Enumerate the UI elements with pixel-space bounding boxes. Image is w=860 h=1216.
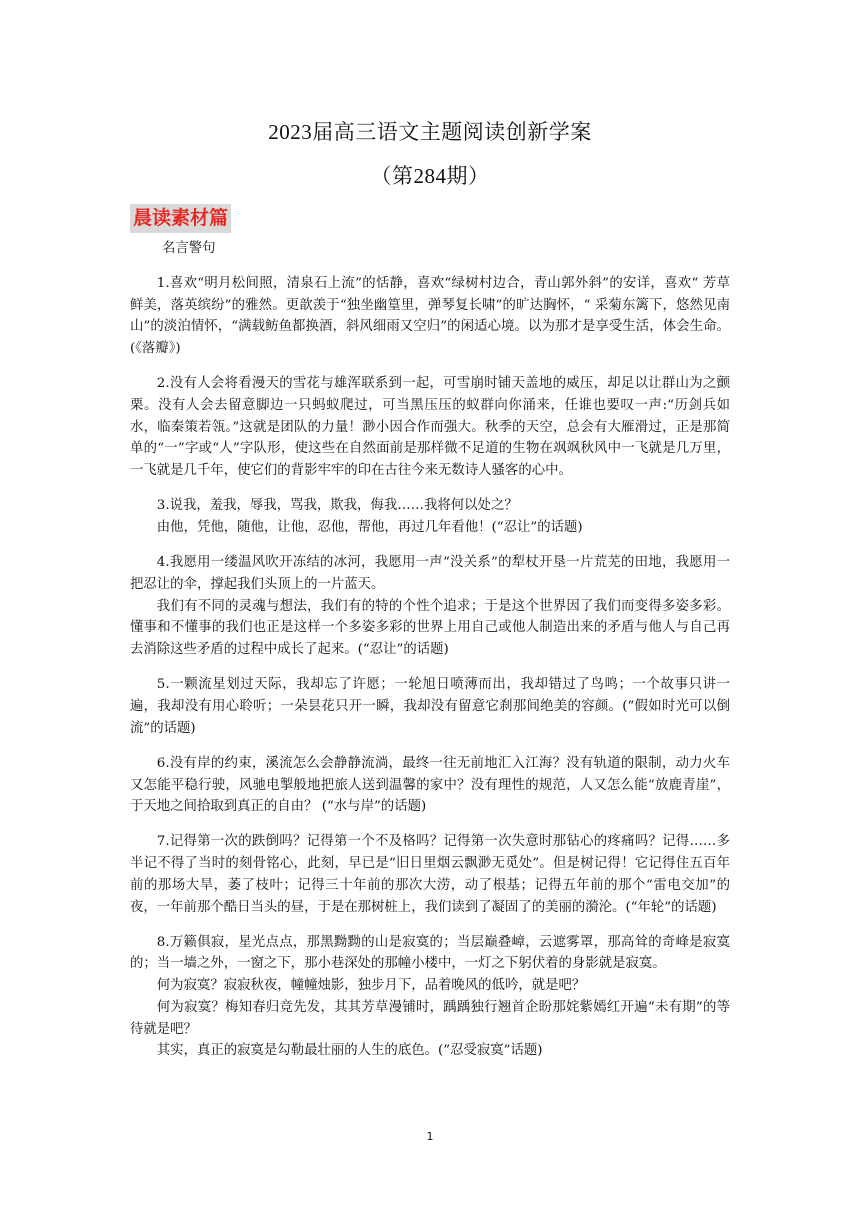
document-title: 2023届高三语文主题阅读创新学案 [268,120,592,144]
paragraph-line: 我们有不同的灵魂与想法，我们有的特的个性个追求；于是这个世界因了我们而变得多姿多彩。懂事和不懂事的我们也正是这样一个多姿多彩的世界上用自己或他人制造出来的矛盾与他人与自己再去消除这些矛盾的过程中成长了起来。(“忍让”的话题) [130,598,730,658]
paragraph-line: 何为寂寞？寂寂秋夜，幢幢烛影，独步月下，品着晚风的低吟，就是吧？ [156,978,586,994]
subheading: 名言警句 [162,241,216,256]
paragraph-line: 1.喜欢“明月松间照，清泉石上流”的恬静，喜欢“绿树村边合，青山郭外斜”的安详，喜欢“ 芳草鲜美，落英缤纷”的雅然。更歆羡于“独坐幽篁里，弹琴复长啸”的旷达胸怀，“ 采菊东篱下，悠然见南山”的淡泊情怀，“满载鲂鱼都换酒，斜风细雨又空归”的闲适心境。以为那才是享受生活，体会生命。(《落瓣》) [130,276,730,357]
paragraph-line: 3.说我，羞我，辱我，骂我，欺我，侮我……我将何以处之？ [156,498,518,514]
quote-paragraph [130,552,730,661]
document-body [130,273,730,1076]
paragraph-line: 由他，凭他，随他，让他，忍他，帮他，再过几年看他！(“忍让”的话题) [156,520,583,536]
paragraph-line: 何为寂寞？梅知春归竞先发，其其芳草漫铺时，踽踽独行翘首企盼那姹紫嫣红开遍“未有期”的等待就是吧？ [130,999,730,1037]
quote-paragraph [130,753,730,818]
quote-paragraph [130,273,730,360]
quote-paragraph [130,495,730,538]
quote-paragraph [130,373,730,482]
page-number: 1 [426,1130,434,1143]
quote-paragraph [130,831,730,918]
paragraph-line: 4.我愿用一缕温风吹开冻结的冰河，我愿用一声“没关系”的犁杖开垦一片荒芜的田地，我愿用一把忍让的伞，撑起我们头顶上的一片蓝天。 [130,555,730,592]
section-heading: 晨读素材篇 [130,204,231,233]
quote-paragraph [130,674,730,739]
paragraph-line: 其实，真正的寂寞是勾勒最壮丽的人生的底色。(”忍受寂寞”话题) [156,1043,543,1059]
paragraph-line: 2.没有人会将看漫天的雪花与雄浑联系到一起，可雪崩时铺天盖地的威压，却足以让群山为之颤栗。没有人会去留意脚边一只蚂蚁爬过，可当黑压压的蚁群向你涌来，任谁也要叹一声:“历剑兵如水，临秦策若瓴。”这就是团队的力量！渺小因合作而强大。秋季的天空，总会有大雁滑过，正是那简单的“一”字或“人”字队形，使这些在自然面前是那样微不足道的生物在飒飒秋风中一飞就是几万里，一飞就是几千年，使它们的背影牢牢的印在古往今来无数诗人骚客的心中。 [130,376,730,479]
paragraph-line: 6.没有岸的约束，溪流怎么会静静流淌，最终一往无前地汇入江海？没有轨道的限制，动力火车又怎能平稳行驶，风驰电掣般地把旅人送到温馨的家中？没有理性的规范，人又怎么能“放鹿青崖”，于天地之间拾取到真正的自由？ (“水与岸”的话题) [130,755,730,815]
paragraph-line: 5.一颗流星划过天际，我却忘了许愿；一轮旭日喷薄而出，我却错过了鸟鸣；一个故事只讲一遍，我却没有用心聆听；一朵昙花只开一瞬，我却没有留意它刹那间绝美的容颜。(“假如时光可以倒流”的话题) [130,677,730,736]
paragraph-line: 7.记得第一次的跌倒吗？记得第一个不及格吗？记得第一次失意时那钻心的疼痛吗？记得……多半记不得了当时的刻骨铭心，此刻，早已是“旧日里烟云飘渺无觅处”。但是树记得！它记得住五百年前的那场大旱，萎了枝叶；记得三十年前的那次大涝，动了根基；记得五年前的那个“雷电交加”的夜，一年前那个酷日当头的昼，于是在那树桩上，我们读到了凝固了的美丽的漪沦。(“年轮”的话题) [130,834,730,915]
issue-number: （第284期） [370,164,490,188]
quote-paragraph [130,932,730,1062]
paragraph-line: 8.万籁俱寂，星光点点，那黑黝黝的山是寂寞的；当层巅叠嶂，云遮雾罩，那高耸的奇峰是寂寞的；当一墙之外，一窗之下，那小巷深处的那幢小楼中，一灯之下躬伏着的身影就是寂寞。 [130,934,730,972]
